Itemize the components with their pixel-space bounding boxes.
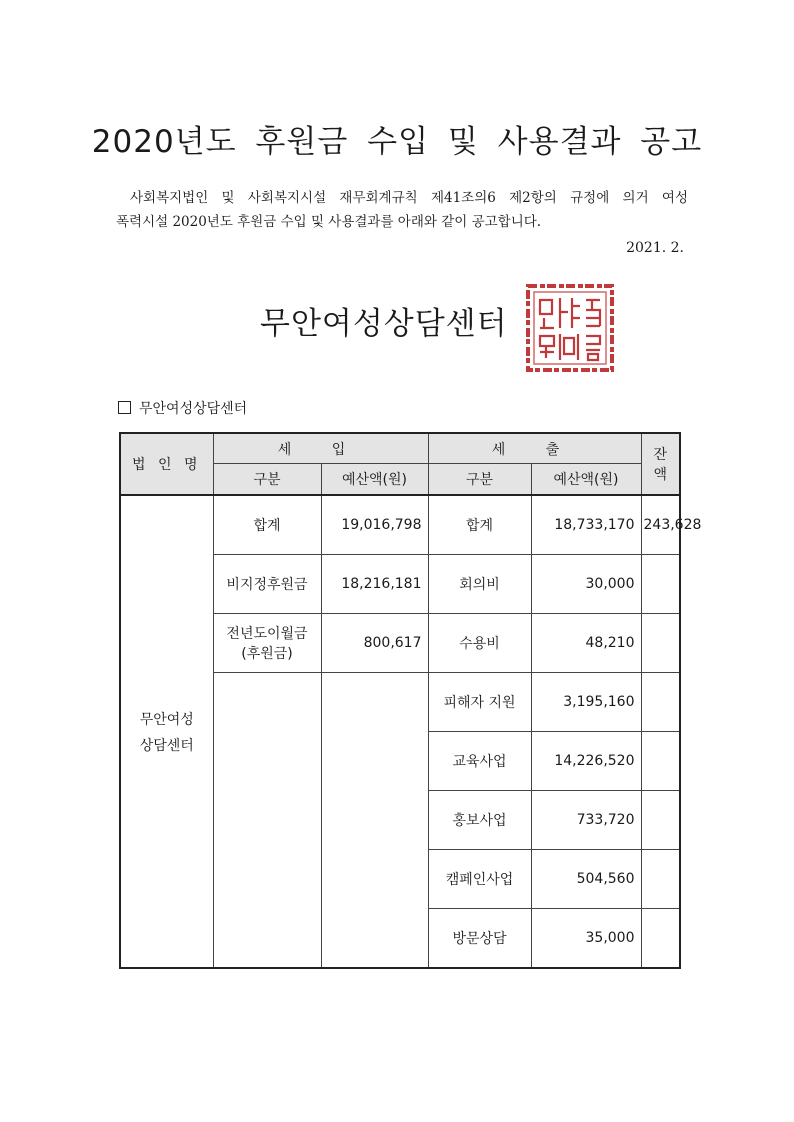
announcement-date: 2021. 2. bbox=[626, 240, 684, 256]
budget-table bbox=[119, 432, 702, 969]
expense-category-header: 구분 bbox=[428, 464, 531, 496]
table-row bbox=[120, 495, 680, 555]
income-amount-cell: 800,617 bbox=[321, 614, 428, 673]
balance-empty-cell bbox=[641, 850, 680, 909]
income-empty-cell bbox=[213, 673, 321, 969]
income-budget-header: 예산액(원) bbox=[321, 464, 428, 496]
organization-name: 무안여성상담센터 bbox=[260, 306, 508, 342]
expense-header: 세 출 bbox=[428, 433, 641, 464]
income-header: 세 입 bbox=[213, 433, 428, 464]
income-category-line-2: (후원금) bbox=[241, 646, 293, 662]
expense-amount-cell: 18,733,170 bbox=[531, 495, 641, 555]
balance-cell: 243,628 bbox=[641, 495, 680, 555]
section-title: 무안여성상담센터 bbox=[139, 401, 248, 417]
official-seal-stamp bbox=[522, 282, 618, 374]
income-category-line-1: 전년도이월금 bbox=[226, 626, 308, 642]
table-header-row bbox=[120, 433, 680, 464]
balance-empty-cell bbox=[641, 791, 680, 850]
expense-budget-header: 예산액(원) bbox=[531, 464, 641, 496]
corp-name-line-1: 무안여성 bbox=[139, 711, 194, 728]
intro-paragraph bbox=[116, 186, 688, 234]
expense-category-cell: 홍보사업 bbox=[428, 791, 531, 850]
expense-amount-cell: 733,720 bbox=[531, 791, 641, 850]
income-amount-cell: 19,016,798 bbox=[321, 495, 428, 555]
corp-name-cell bbox=[120, 495, 213, 968]
corp-header: 법 인 명 bbox=[120, 433, 213, 495]
expense-category-cell: 합계 bbox=[428, 495, 531, 555]
income-empty-cell bbox=[321, 673, 428, 969]
expense-amount-cell: 3,195,160 bbox=[531, 673, 641, 732]
income-category-cell: 비지정후원금 bbox=[213, 555, 321, 614]
intro-line-2: 폭력시설 2020년도 후원금 수입 및 사용결과를 아래와 같이 공고합니다. bbox=[116, 214, 542, 230]
expense-category-cell: 방문상담 bbox=[428, 909, 531, 969]
income-category-cell: 합계 bbox=[213, 495, 321, 555]
corp-name-line-2: 상담센터 bbox=[139, 737, 194, 754]
expense-amount-cell: 48,210 bbox=[531, 614, 641, 673]
section-heading bbox=[118, 398, 247, 418]
balance-empty-cell bbox=[641, 673, 680, 732]
income-category-header: 구분 bbox=[213, 464, 321, 496]
income-amount-cell: 18,216,181 bbox=[321, 555, 428, 614]
balance-empty-cell bbox=[641, 732, 680, 791]
expense-amount-cell: 35,000 bbox=[531, 909, 641, 969]
expense-amount-cell: 30,000 bbox=[531, 555, 641, 614]
expense-category-cell: 교육사업 bbox=[428, 732, 531, 791]
expense-amount-cell: 504,560 bbox=[531, 850, 641, 909]
expense-category-cell: 캠페인사업 bbox=[428, 850, 531, 909]
income-category-cell bbox=[213, 614, 321, 673]
balance-empty-cell bbox=[641, 614, 680, 673]
expense-category-cell: 회의비 bbox=[428, 555, 531, 614]
expense-category-cell: 수용비 bbox=[428, 614, 531, 673]
page-title: 2020년도 후원금 수입 및 사용결과 공고 bbox=[91, 124, 703, 160]
balance-empty-cell bbox=[641, 555, 680, 614]
expense-amount-cell: 14,226,520 bbox=[531, 732, 641, 791]
checkbox-square-icon bbox=[118, 401, 131, 414]
balance-header: 잔액 bbox=[641, 433, 680, 495]
balance-empty-cell bbox=[641, 909, 680, 969]
intro-line-1: 사회복지법인 및 사회복지시설 재무회계규칙 제41조의6 제2항의 규정에 의거 여성 bbox=[130, 190, 688, 206]
expense-category-cell: 피해자 지원 bbox=[428, 673, 531, 732]
